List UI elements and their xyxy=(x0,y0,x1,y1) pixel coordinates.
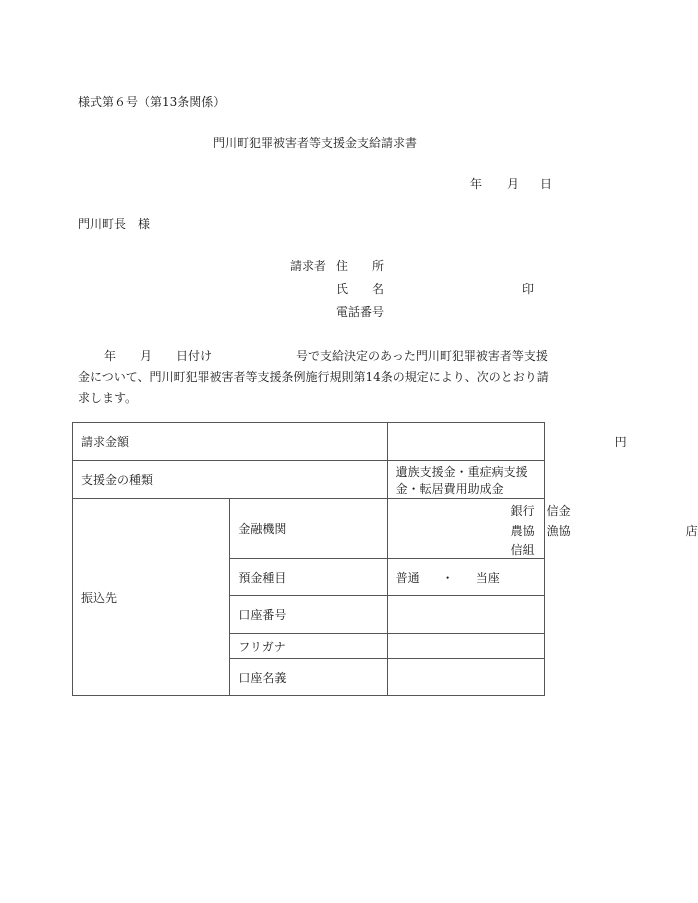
date-day-label: 日 xyxy=(540,177,553,191)
deposit-current: 当座 xyxy=(475,570,500,585)
deposit-separator: ・ xyxy=(441,570,454,585)
institution-label: 金融機関 xyxy=(230,499,387,559)
deposit-cell[interactable] xyxy=(387,559,544,596)
form-number: 様式第６号（第13条関係） xyxy=(78,95,226,109)
claim-table xyxy=(72,422,698,696)
address-label: 住 所 xyxy=(336,259,385,273)
date-year-label: 年 xyxy=(470,177,483,191)
phone-label: 電話番号 xyxy=(336,305,385,319)
body-date-suffix: 日付け xyxy=(176,349,213,363)
body-year: 年 xyxy=(104,349,117,363)
account-number-cell[interactable] xyxy=(387,596,544,634)
amount-unit: 円 xyxy=(614,435,627,449)
institution-cell[interactable] xyxy=(387,499,698,559)
account-number-label: 口座番号 xyxy=(230,596,387,634)
amount-label: 請求金額 xyxy=(73,423,388,461)
deposit-ordinary: 普通 xyxy=(395,570,420,585)
deposit-label: 預金種目 xyxy=(230,559,387,596)
date-month-label: 月 xyxy=(507,177,520,191)
account-name-label: 口座名義 xyxy=(230,659,387,696)
type-value[interactable]: 遺族支援金・重症病支援金・転居費用助成金 xyxy=(387,461,544,499)
furigana-cell[interactable] xyxy=(387,634,544,659)
body-month: 月 xyxy=(140,349,153,363)
institution-bank: 銀行 信金 xyxy=(510,504,571,518)
institution-coop: 農協 漁協 xyxy=(510,524,571,538)
account-name-cell[interactable] xyxy=(387,659,544,696)
table-row xyxy=(73,461,545,499)
transfer-label: 振込先 xyxy=(73,499,230,696)
furigana-label: フリガナ xyxy=(230,634,387,659)
name-label: 氏 名 xyxy=(336,282,385,296)
applicant-label: 請求者 xyxy=(290,259,327,273)
institution-credit: 信組 xyxy=(510,543,535,557)
table-row xyxy=(73,499,545,559)
seal-mark: 印 xyxy=(522,282,535,296)
amount-cell[interactable] xyxy=(387,423,627,461)
request-statement xyxy=(78,346,558,409)
table-row xyxy=(73,423,545,461)
branch-label: 店 xyxy=(685,524,698,538)
document-title: 門川町犯罪被害者等支援金支給請求書 xyxy=(212,136,417,150)
body-text: 号で支給決定のあった門川町犯罪被害者等支援金について、門川町犯罪被害者等支援条例施行規則第14条の規定により、次のとおり請求します。 xyxy=(78,349,549,405)
type-label: 支援金の種類 xyxy=(73,461,388,499)
addressee: 門川町長 様 xyxy=(78,217,151,231)
